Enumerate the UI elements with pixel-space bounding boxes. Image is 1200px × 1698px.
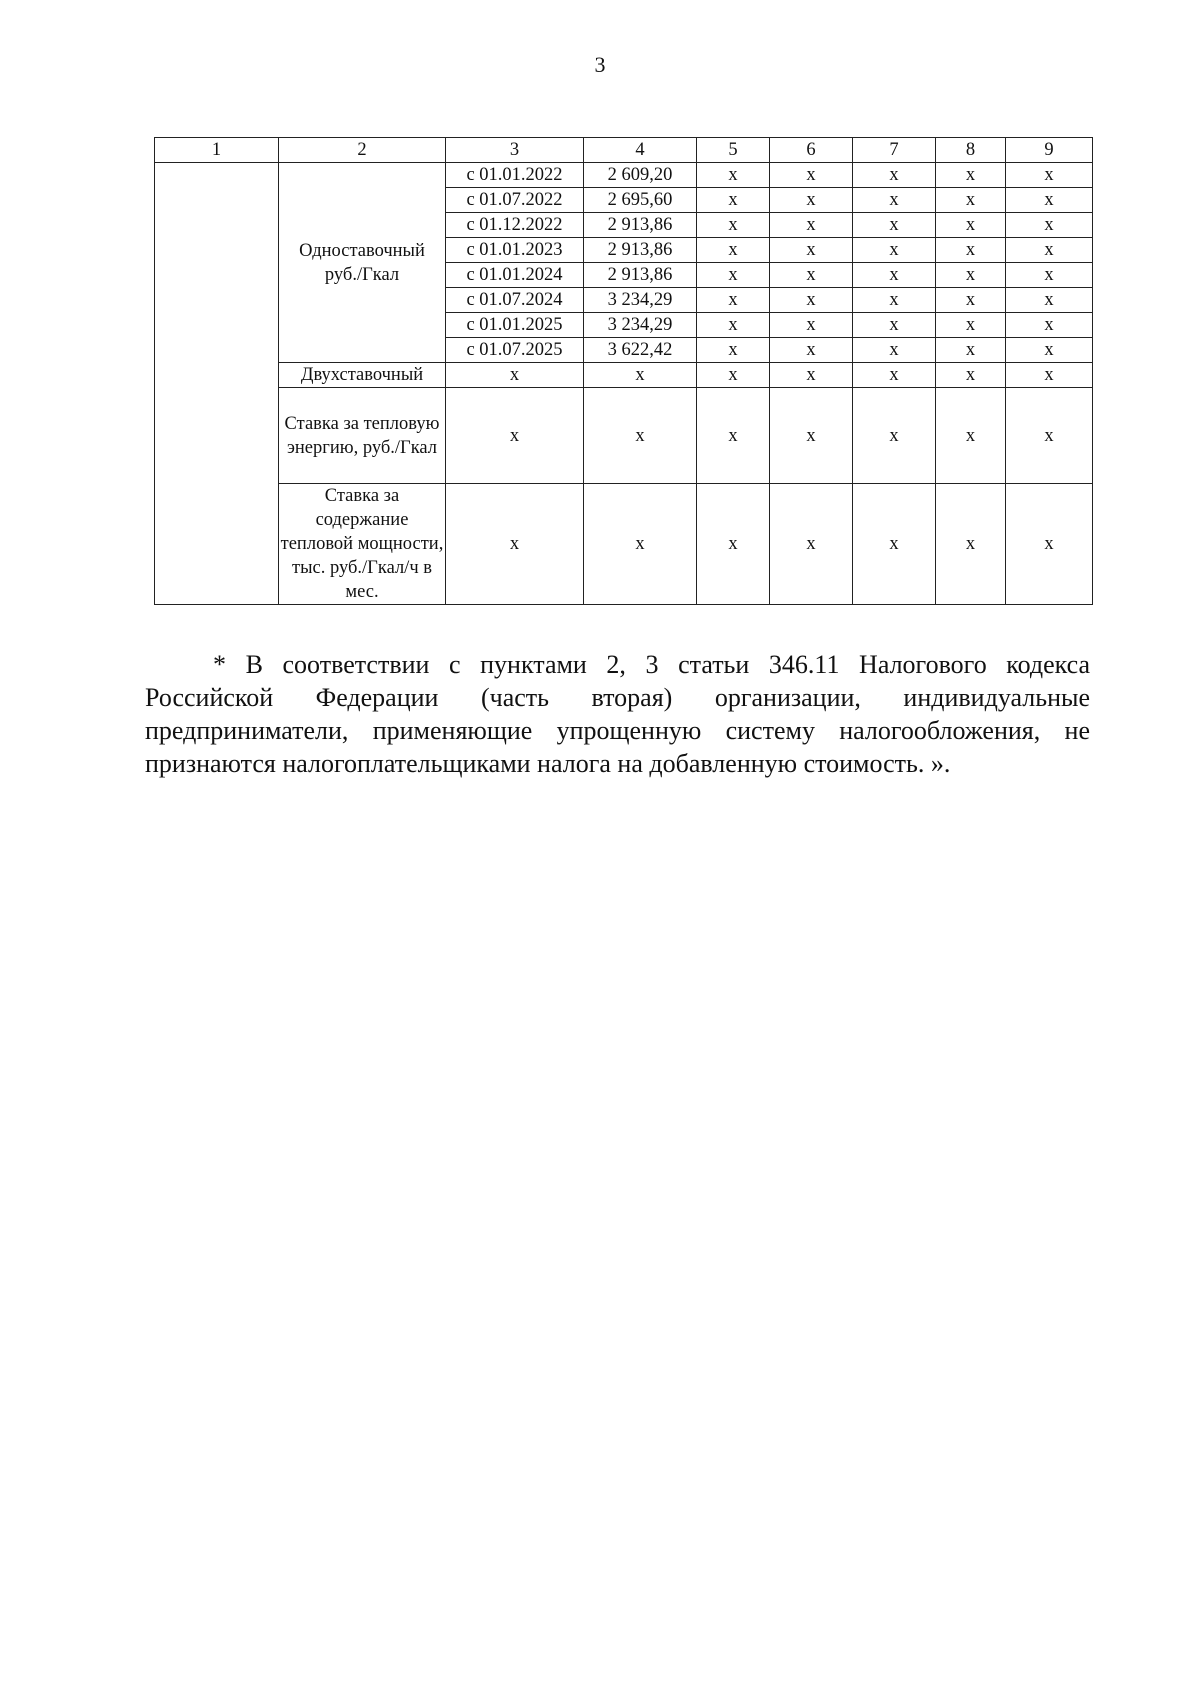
tariff-table [154, 137, 1093, 605]
two-rate-label: Двухставочный [279, 363, 446, 388]
x-cell: х [936, 338, 1006, 363]
x-cell: х [697, 188, 770, 213]
x-cell: х [697, 288, 770, 313]
date-cell: с 01.01.2025 [446, 313, 584, 338]
x-cell: х [446, 388, 584, 484]
x-cell: х [1006, 288, 1093, 313]
x-cell: х [853, 313, 936, 338]
x-cell: х [770, 213, 853, 238]
header-cell: 7 [853, 138, 936, 163]
x-cell: х [770, 484, 853, 605]
x-cell: х [1006, 338, 1093, 363]
x-cell: х [936, 213, 1006, 238]
energy-rate-label: Ставка за тепловую энергию, руб./Гкал [279, 388, 446, 484]
x-cell: х [1006, 238, 1093, 263]
table-row-two-rate [155, 363, 1093, 388]
value-cell: 3 234,29 [584, 288, 697, 313]
x-cell: х [1006, 213, 1093, 238]
x-cell: х [697, 163, 770, 188]
x-cell: х [853, 338, 936, 363]
date-cell: с 01.07.2024 [446, 288, 584, 313]
x-cell: х [853, 288, 936, 313]
x-cell: х [584, 388, 697, 484]
table-row-energy-rate [155, 388, 1093, 484]
x-cell: х [1006, 363, 1093, 388]
header-cell: 9 [1006, 138, 1093, 163]
header-cell: 1 [155, 138, 279, 163]
x-cell: х [936, 484, 1006, 605]
date-cell: с 01.01.2022 [446, 163, 584, 188]
x-cell: х [853, 484, 936, 605]
value-cell: 2 913,86 [584, 238, 697, 263]
single-rate-label: Одноставочный руб./Гкал [279, 163, 446, 363]
x-cell: х [936, 263, 1006, 288]
x-cell: х [853, 163, 936, 188]
x-cell: х [446, 484, 584, 605]
page-number: 3 [594, 52, 606, 77]
x-cell: х [770, 263, 853, 288]
x-cell: х [1006, 313, 1093, 338]
x-cell: х [853, 363, 936, 388]
x-cell: х [936, 313, 1006, 338]
x-cell: х [1006, 163, 1093, 188]
header-cell: 5 [697, 138, 770, 163]
x-cell: х [770, 313, 853, 338]
date-cell: с 01.01.2024 [446, 263, 584, 288]
value-cell: 3 234,29 [584, 313, 697, 338]
x-cell: х [853, 213, 936, 238]
x-cell: х [584, 484, 697, 605]
x-cell: х [936, 188, 1006, 213]
x-cell: х [697, 313, 770, 338]
x-cell: х [853, 263, 936, 288]
x-cell: х [936, 238, 1006, 263]
x-cell: х [936, 288, 1006, 313]
x-cell: х [697, 484, 770, 605]
x-cell: х [697, 213, 770, 238]
x-cell: х [697, 238, 770, 263]
x-cell: х [936, 363, 1006, 388]
x-cell: х [446, 363, 584, 388]
value-cell: 2 609,20 [584, 163, 697, 188]
table-row [155, 163, 1093, 188]
header-cell: 8 [936, 138, 1006, 163]
x-cell: х [770, 363, 853, 388]
date-cell: с 01.12.2022 [446, 213, 584, 238]
x-cell: х [697, 338, 770, 363]
x-cell: х [697, 263, 770, 288]
x-cell: х [584, 363, 697, 388]
x-cell: х [770, 163, 853, 188]
value-cell: 2 913,86 [584, 263, 697, 288]
x-cell: х [770, 338, 853, 363]
x-cell: х [1006, 188, 1093, 213]
date-cell: с 01.01.2023 [446, 238, 584, 263]
header-cell: 2 [279, 138, 446, 163]
footnote [145, 648, 1090, 780]
header-cell: 3 [446, 138, 584, 163]
header-cell: 6 [770, 138, 853, 163]
capacity-rate-label: Ставка за содержание тепловой мощности, тыс. руб./Гкал/ч в мес. [279, 484, 446, 605]
x-cell: х [697, 388, 770, 484]
x-cell: х [770, 388, 853, 484]
x-cell: х [770, 188, 853, 213]
x-cell: х [1006, 263, 1093, 288]
x-cell: х [853, 238, 936, 263]
table-row-capacity-rate [155, 484, 1093, 605]
x-cell: х [770, 288, 853, 313]
x-cell: х [1006, 388, 1093, 484]
header-cell: 4 [584, 138, 697, 163]
x-cell: х [697, 363, 770, 388]
date-cell: с 01.07.2025 [446, 338, 584, 363]
date-cell: с 01.07.2022 [446, 188, 584, 213]
table-header-row [155, 138, 1093, 163]
x-cell: х [853, 188, 936, 213]
value-cell: 3 622,42 [584, 338, 697, 363]
value-cell: 2 695,60 [584, 188, 697, 213]
x-cell: х [853, 388, 936, 484]
x-cell: х [1006, 484, 1093, 605]
empty-column-1-cell [155, 163, 279, 605]
x-cell: х [936, 388, 1006, 484]
x-cell: х [936, 163, 1006, 188]
footnote-text: * В соответствии с пунктами 2, 3 статьи 346.11 Налогового кодекса Российской Федерации (часть вторая) организации, индивидуальные предприниматели, применяющие упрощенную систему налогообложения, не признаются налогоплательщиками налога на добавленную стоимость. ». [145, 650, 1090, 778]
value-cell: 2 913,86 [584, 213, 697, 238]
x-cell: х [770, 238, 853, 263]
